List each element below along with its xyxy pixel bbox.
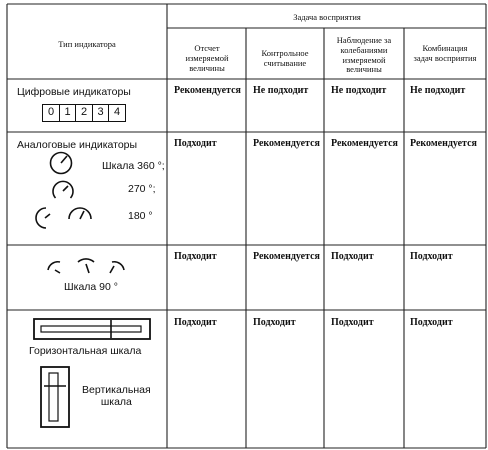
cell-r3-c1: Подходит (174, 251, 217, 262)
cell-r4-c2: Подходит (253, 317, 296, 328)
digit-cell: 1 (59, 104, 77, 122)
cell-r4-c4: Подходит (410, 317, 453, 328)
scale-360-label: Шкала 360 °; (102, 160, 165, 172)
dial-180-top-icon (66, 204, 94, 222)
header-perception-task: Задача восприятия (293, 12, 361, 22)
vertical-scale-label: Вертикальная шкала (82, 384, 151, 409)
cell-r1-c4: Не подходит (410, 85, 466, 96)
row-analog-label: Аналоговые индикаторы (17, 139, 138, 151)
cell-r1-c3: Не подходит (331, 85, 387, 96)
header-task-check: Контрольное считывание (261, 48, 309, 68)
dial-270-icon (50, 178, 76, 202)
cell-r3-c4: Подходит (410, 251, 453, 262)
header-task-combination: Комбинация задач восприятия (413, 43, 477, 63)
cell-r3-c3: Подходит (331, 251, 374, 262)
dial-360-icon (48, 150, 74, 176)
header-task-reading: Отсчет измеряемой величины (185, 43, 229, 73)
header-task-fluctuation: Наблюдение за колебаниями измеряемой величины (336, 35, 392, 75)
dial-180-left-icon (32, 205, 56, 231)
cell-r2-c1: Подходит (174, 138, 217, 149)
scale-270-label: 270 °; (128, 183, 156, 195)
cell-r2-c4: Рекомендуется (410, 138, 477, 149)
cell-r4-c3: Подходит (331, 317, 374, 328)
scale-90-label: Шкала 90 ° (64, 281, 118, 293)
scale-180-label: 180 ° (128, 210, 153, 222)
row-digital-label: Цифровые индикаторы (17, 86, 131, 98)
header-indicator-type: Тип индикатора (58, 39, 116, 49)
cell-r1-c1: Рекомендуется (174, 85, 241, 96)
horizontal-scale-label: Горизонтальная шкала (29, 345, 142, 357)
digit-cell: 0 (42, 104, 60, 122)
cell-r4-c1: Подходит (174, 317, 217, 328)
vertical-scale-icon (40, 366, 70, 428)
digit-cell: 4 (108, 104, 126, 122)
cell-r1-c2: Не подходит (253, 85, 309, 96)
digit-cell: 2 (75, 104, 93, 122)
horizontal-scale-icon (33, 318, 151, 340)
cell-r3-c2: Рекомендуется (253, 251, 320, 262)
digit-cell: 3 (92, 104, 110, 122)
dial-90-icons (46, 258, 126, 276)
cell-r2-c3: Рекомендуется (331, 138, 398, 149)
cell-r2-c2: Рекомендуется (253, 138, 320, 149)
